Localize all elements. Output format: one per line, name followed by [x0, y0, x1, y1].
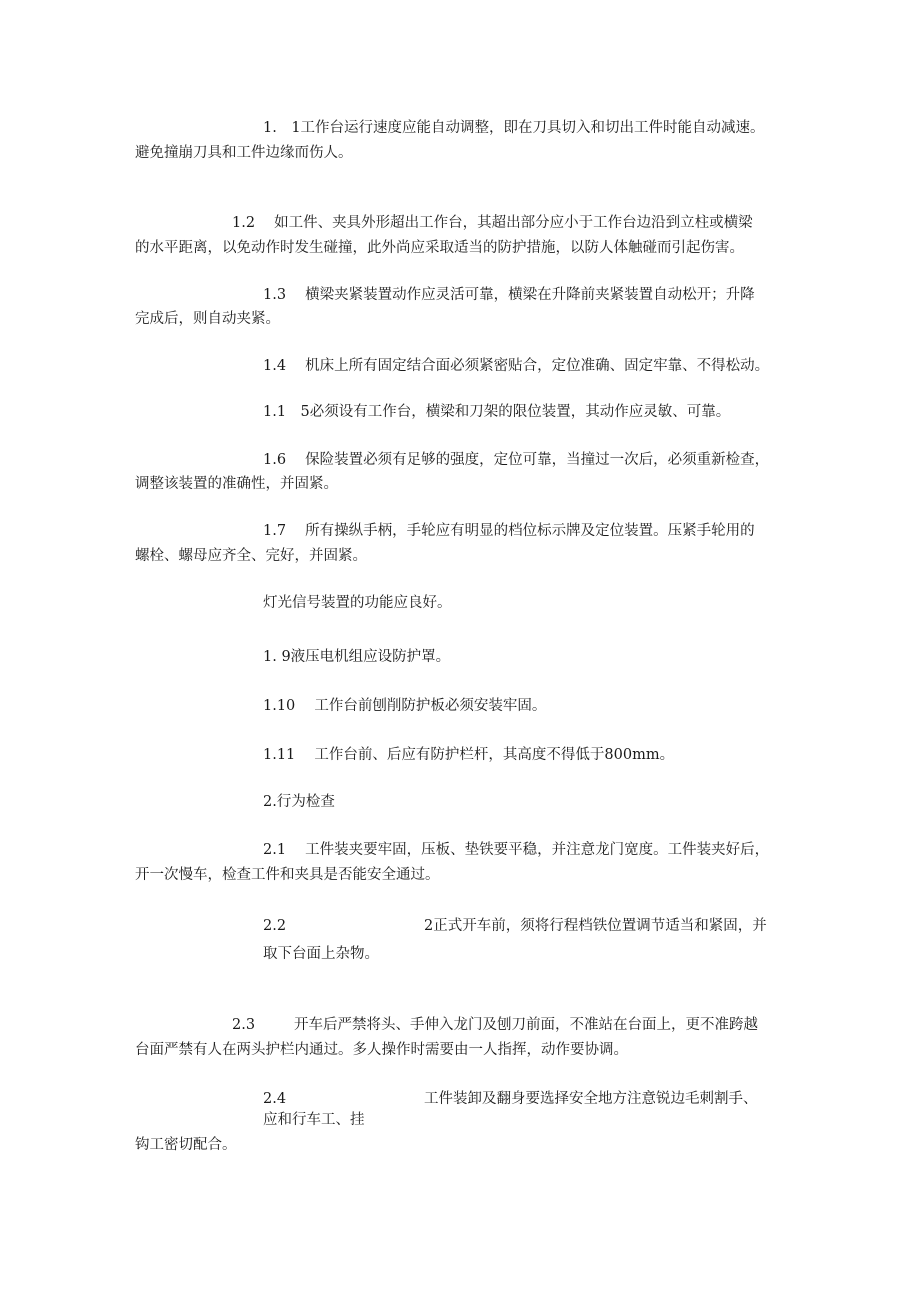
text-line: 取下台面上杂物。 — [263, 946, 379, 962]
text-line: 开车后严禁将头、手伸入龙门及刨刀前面，不准站在台面上，更不准跨越 — [294, 1017, 758, 1033]
text-line: 工件装卸及翻身要选择安全地方注意锐边毛刺割手、 — [424, 1091, 758, 1107]
item-number: 2.3 — [232, 1017, 256, 1033]
text-line: 1.11 工作台前、后应有防护栏杆，其高度不得低于800mm。 — [263, 747, 675, 763]
text-line: 1.4 机床上所有固定结合面必须紧密贴合，定位准确、固定牢靠、不得松动。 — [263, 358, 770, 374]
text-line: 避免撞崩刀具和工件边缘而伤人。 — [135, 145, 353, 161]
text-line: 1.3 横梁夹紧装置动作应灵活可靠，横梁在升降前夹紧装置自动松开；升降 — [263, 287, 755, 303]
text-line: 完成后，则自动夹紧。 — [135, 311, 280, 327]
text-line: 1. 1工作台运行速度应能自动调整，即在刀具切入和切出工件时能自动减速。 — [263, 120, 765, 136]
text-line: 开一次慢车，检查工件和夹具是否能安全通过。 — [135, 867, 440, 883]
text-line: 1.7 所有操纵手柄，手轮应有明显的档位标示牌及定位装置。压紧手轮用的 — [263, 523, 755, 539]
text-line: 2.1 工件装夹要牢固，压板、垫铁要平稳，并注意龙门宽度。工件装夹好后， — [263, 842, 770, 858]
text-line: 1.2 如工件、夹具外形超出工作台，其超出部分应小于工作台边沿到立柱或横梁 — [232, 215, 753, 231]
text-line: 2正式开车前，须将行程档铁位置调节适当和紧固，并 — [424, 918, 767, 934]
text-line: 1.1 5必须设有工作台，横梁和刀架的限位装置，其动作应灵敏、可靠。 — [263, 404, 731, 420]
item-number: 2.4 — [263, 1091, 287, 1107]
text-line: 1.10 工作台前刨削防护板必须安装牢固。 — [263, 698, 547, 714]
text-line: 螺栓、螺母应齐全、完好，并固紧。 — [135, 548, 367, 564]
text-line: 钩工密切配合。 — [135, 1137, 237, 1153]
text-line: 台面严禁有人在两头护栏内通过。多人操作时需要由一人指挥，动作要协调。 — [135, 1042, 628, 1058]
text-line: 1. 9液压电机组应设防护罩。 — [263, 649, 451, 665]
section-heading: 2.行为检查 — [263, 794, 335, 810]
item-number: 2.2 — [263, 918, 287, 934]
text-line: 应和行车工、挂 — [263, 1112, 365, 1128]
text-line: 的水平距离，以免动作时发生碰撞，此外尚应采取适当的防护措施，以防人体触碰而引起伤害。 — [135, 240, 744, 256]
text-line: 灯光信号装置的功能应良好。 — [263, 595, 452, 611]
text-line: 调整该装置的准确性，并固紧。 — [135, 476, 338, 492]
text-line: 1.6 保险装置必须有足够的强度，定位可靠，当撞过一次后，必须重新检查， — [263, 452, 770, 468]
